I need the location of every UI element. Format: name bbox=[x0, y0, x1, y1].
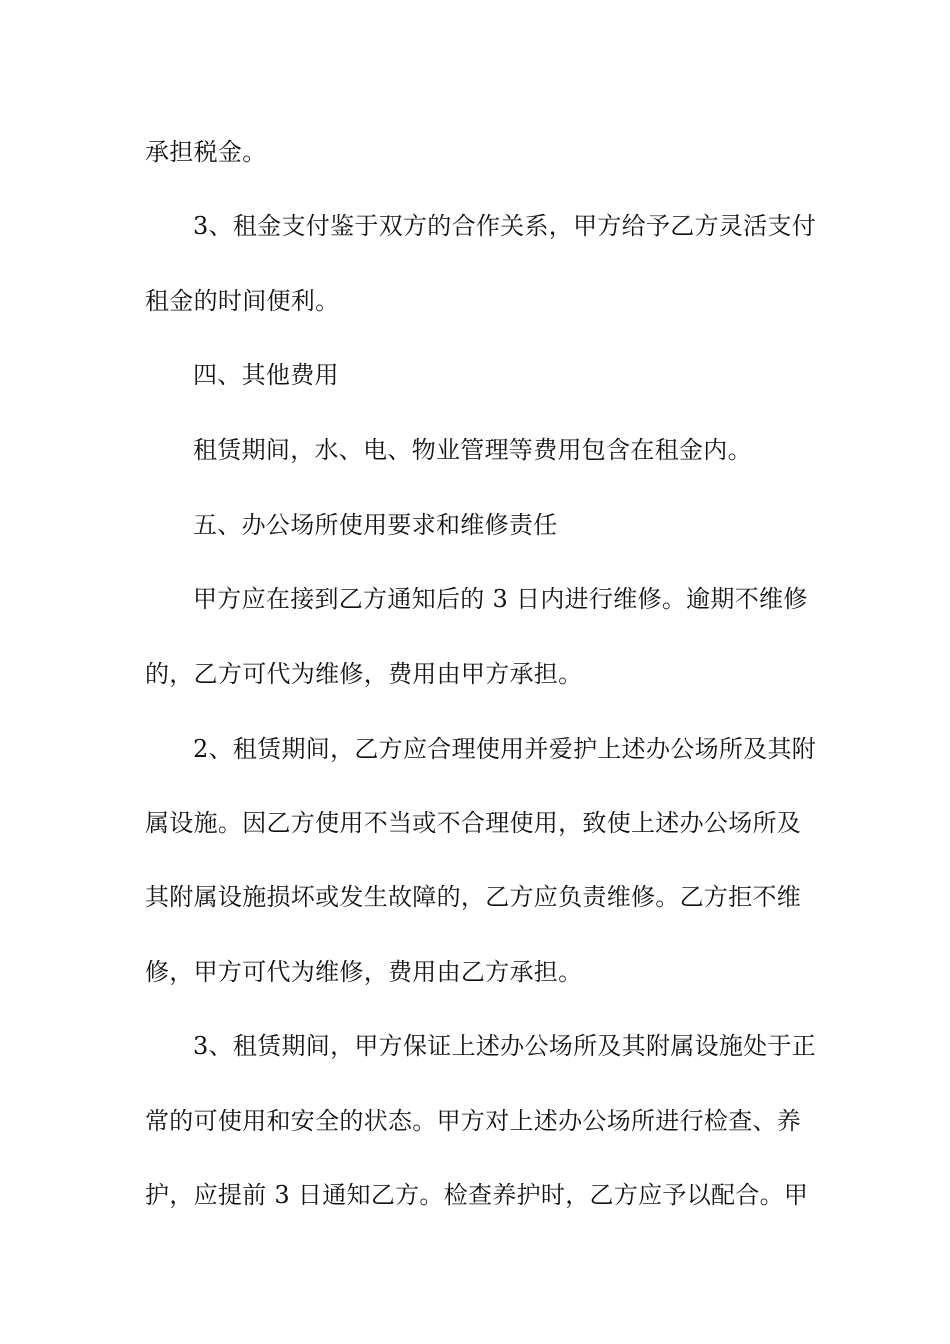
text-line: 承担税金。 bbox=[145, 138, 267, 166]
text-line: 租金的时间便利。 bbox=[145, 287, 340, 315]
text-line: 3、租金支付鉴于双方的合作关系，甲方给予乙方灵活支付 bbox=[193, 212, 817, 240]
text-line: 属设施。因乙方使用不当或不合理使用，致使上述办公场所及 bbox=[145, 809, 802, 837]
text-line: 常的可使用和安全的状态。甲方对上述办公场所进行检查、养 bbox=[145, 1107, 802, 1135]
text-line: 2、租赁期间，乙方应合理使用并爱护上述办公场所及其附 bbox=[193, 735, 817, 763]
text-line: 其附属设施损坏或发生故障的，乙方应负责维修。乙方拒不维 bbox=[145, 883, 802, 911]
text-line: 甲方应在接到乙方通知后的 3 日内进行维修。逾期不维修 bbox=[193, 585, 808, 613]
section-heading: 五、办公场所使用要求和维修责任 bbox=[193, 511, 558, 539]
text-line: 3、租赁期间，甲方保证上述办公场所及其附属设施处于正 bbox=[193, 1032, 817, 1060]
text-line: 护，应提前 3 日通知乙方。检查养护时，乙方应予以配合。甲 bbox=[145, 1181, 809, 1209]
text-line: 租赁期间，水、电、物业管理等费用包含在租金内。 bbox=[193, 436, 752, 464]
section-heading: 四、其他费用 bbox=[193, 361, 339, 389]
text-line: 的，乙方可代为维修，费用由甲方承担。 bbox=[145, 660, 583, 688]
text-line: 修，甲方可代为维修，费用由乙方承担。 bbox=[145, 958, 583, 986]
